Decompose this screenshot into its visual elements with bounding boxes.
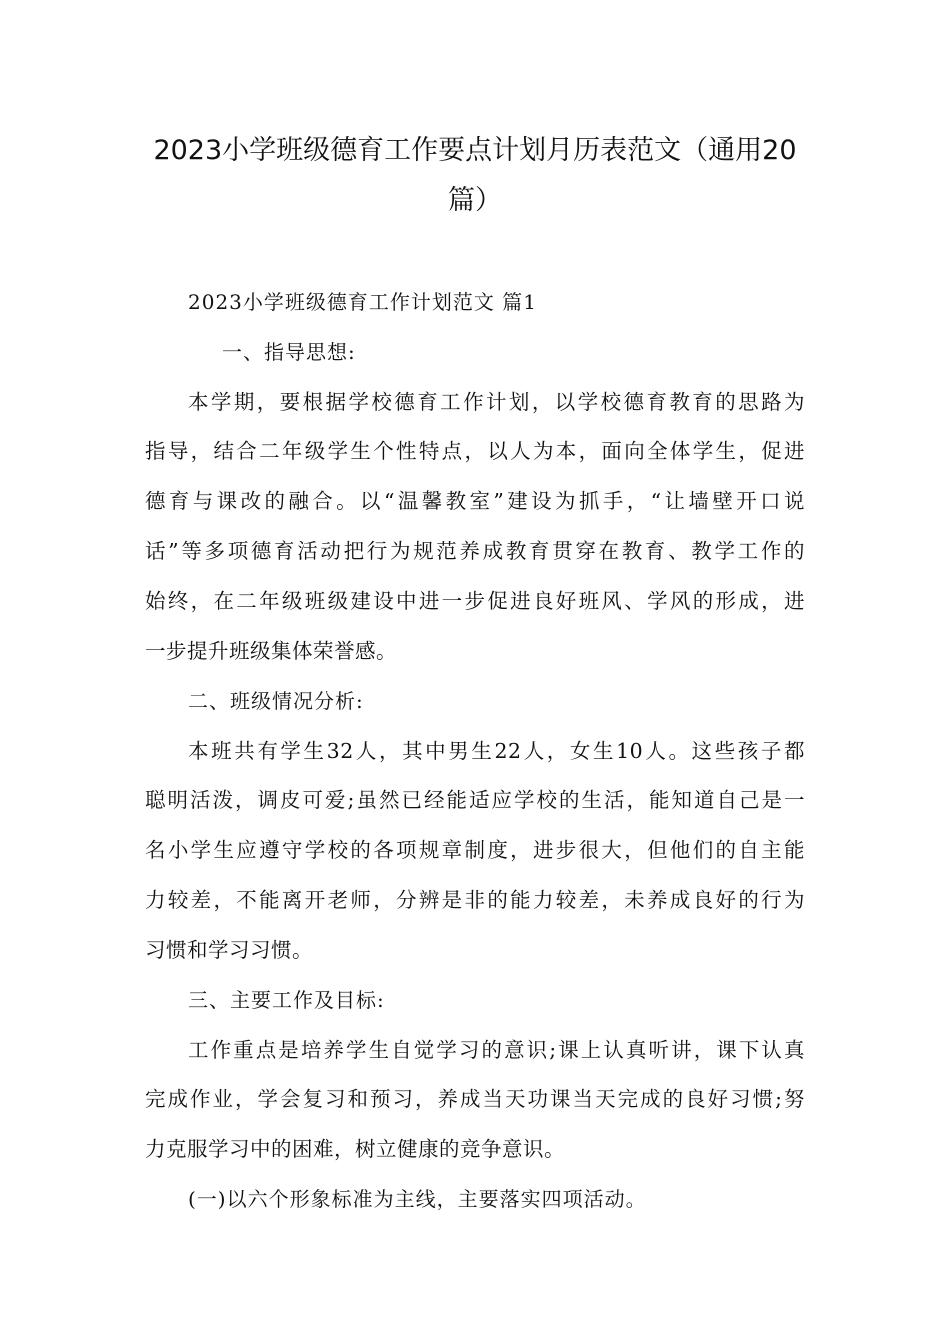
paragraph-line: 德育与课改的融合。以“温馨教室”建设为抓手，“让墙壁开口说 xyxy=(145,489,805,513)
paragraph-line: 力较差，不能离开老师，分辨是非的能力较差，未养成良好的行为 xyxy=(145,888,805,912)
paragraph-line: 一步提升班级集体荣誉感。 xyxy=(145,639,397,663)
paragraph-line: 聪明活泼，调皮可爱;虽然已经能适应学校的生活，能知道自己是一 xyxy=(145,788,805,812)
paragraph-line: 习惯和学习习惯。 xyxy=(145,938,313,962)
paragraph-line: 指导，结合二年级学生个性特点，以人为本，面向全体学生，促进 xyxy=(145,439,805,463)
article-subtitle: 2023小学班级德育工作计划范文 篇1 xyxy=(188,290,537,314)
section-heading-guiding-ideology: 一、指导思想: xyxy=(222,340,356,364)
paragraph-line: 名小学生应遵守学校的各项规章制度，进步很大，但他们的自主能 xyxy=(145,838,805,862)
section-heading-class-analysis: 二、班级情况分析: xyxy=(188,689,364,713)
paragraph-line: 话”等多项德育活动把行为规范养成教育贯穿在教育、教学工作的 xyxy=(145,539,805,563)
paragraph-line: 始终，在二年级班级建设中进一步促进良好班风、学风的形成，进 xyxy=(145,589,805,613)
paragraph-line: 力克服学习中的困难，树立健康的竞争意识。 xyxy=(145,1137,565,1161)
paragraph-line: 工作重点是培养学生自觉学习的意识;课上认真听讲，课下认真 xyxy=(188,1038,805,1062)
paragraph-line: 本学期，要根据学校德育工作计划，以学校德育教育的思路为 xyxy=(188,390,805,414)
section-heading-main-work-goals: 三、主要工作及目标: xyxy=(188,988,385,1012)
document-title-line-2: 篇） xyxy=(448,185,502,216)
document-title-line-1: 2023小学班级德育工作要点计划月历表范文（通用20 xyxy=(153,135,797,166)
paragraph-line: 本班共有学生32人，其中男生22人，女生10人。这些孩子都 xyxy=(188,739,805,763)
subsection-heading-six-image-standards: (一)以六个形象标准为主线，主要落实四项活动。 xyxy=(188,1187,647,1211)
paragraph-line: 完成作业，学会复习和预习，养成当天功课当天完成的良好习惯;努 xyxy=(145,1087,805,1111)
